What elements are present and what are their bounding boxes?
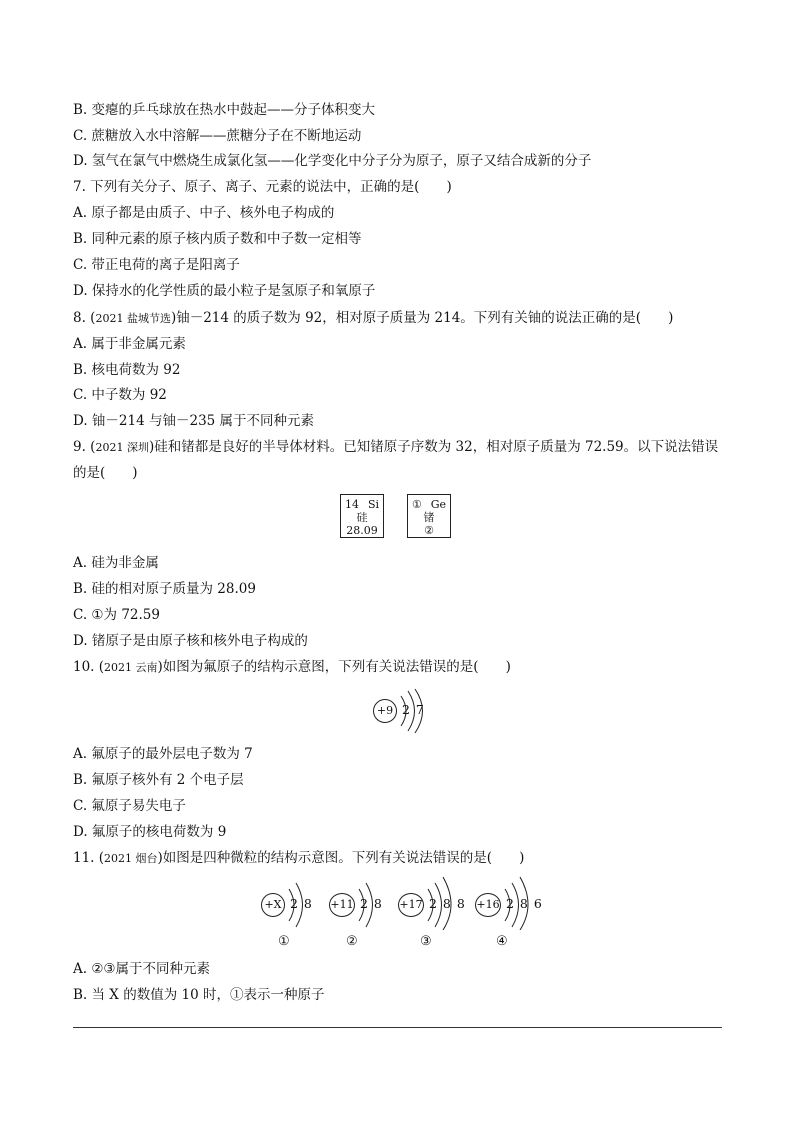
particle-2-nucleus: +11	[329, 893, 355, 917]
q8-text: )铀－214 的质子数为 92，相对原子质量为 214。下列有关铀的说法正确的是( )	[170, 310, 674, 326]
q8-option-c: C. 中子数为 92	[73, 387, 167, 403]
q7-option-c: C. 带正电荷的离子是阳离子	[73, 257, 240, 273]
q10-number: 10. (	[73, 659, 105, 675]
q8-option-b: B. 核电荷数为 92	[73, 362, 181, 378]
element-tile-germanium	[407, 494, 451, 538]
q6-option-b: B. 变瘪的乒乓球放在热水中鼓起——分子体积变大	[73, 102, 376, 118]
particle-2-label: ②	[346, 934, 358, 949]
q11-stem	[73, 849, 524, 868]
q11-option-a: A. ②③属于不同种元素	[73, 961, 211, 977]
q9-stem-cont: 的是( )	[73, 465, 138, 481]
q8-option-d: D. 铀－214 与铀－235 属于不同种元素	[73, 413, 315, 429]
q10-source: 2021 云南	[104, 661, 158, 674]
particle-1-shells: 2 8	[290, 896, 313, 911]
particle-1-nucleus: +X	[261, 893, 285, 917]
q11-source: 2021 烟台	[104, 852, 158, 865]
fluorine-nucleus: +9	[373, 699, 397, 723]
q8-option-a: A. 属于非金属元素	[73, 336, 186, 352]
q7-stem: 7. 下列有关分子、原子、离子、元素的说法中，正确的是( )	[73, 179, 452, 195]
particle-2-diagram	[328, 878, 388, 928]
q10-text: )如图为氟原子的结构示意图，下列有关说法错误的是( )	[157, 659, 511, 675]
q7-option-b: B. 同种元素的原子核内质子数和中子数一定相等	[73, 231, 362, 247]
q10-option-d: D. 氟原子的核电荷数为 9	[73, 824, 227, 840]
q7-option-d: D. 保持水的化学性质的最小粒子是氢原子和氧原子	[73, 283, 376, 299]
particle-1-label: ①	[278, 934, 290, 949]
particle-3-diagram	[397, 874, 467, 930]
q9-option-a: A. 硅为非金属	[73, 555, 159, 571]
q11-text: )如图是四种微粒的结构示意图。下列有关说法错误的是( )	[157, 850, 525, 866]
si-name: 硅	[356, 511, 368, 524]
q10-stem	[73, 658, 511, 677]
q9-option-c: C. ①为 72.59	[73, 607, 160, 623]
particle-4-label: ④	[496, 934, 508, 949]
fluorine-shell-electrons: 2 7	[402, 702, 425, 717]
q6-option-c: C. 蔗糖放入水中溶解——蔗糖分子在不断地运动	[73, 128, 362, 144]
q6-option-d: D. 氢气在氯气中燃烧生成氯化氢——化学变化中分子分为原子，原子又结合成新的分子	[73, 153, 592, 169]
si-symbol: Si	[367, 498, 379, 511]
q8-source: 2021 盐城节选	[95, 312, 171, 325]
particle-4-shells: 2 8 6	[506, 896, 543, 911]
q8-number: 8. (	[73, 310, 96, 326]
q7-option-a: A. 原子都是由质子、中子、核外电子构成的	[73, 205, 335, 221]
q9-stem	[73, 438, 718, 457]
particle-1-diagram	[260, 878, 320, 928]
q9-text: )硅和锗都是良好的半导体材料。已知锗原子序数为 32，相对原子质量为 72.59。以下说法错误	[148, 439, 719, 455]
q9-option-d: D. 锗原子是由原子核和核外电子构成的	[73, 633, 308, 649]
q10-option-a: A. 氟原子的最外层电子数为 7	[73, 746, 253, 762]
si-mass: 28.09	[346, 524, 378, 537]
ge-name: 锗	[423, 511, 435, 524]
ge-symbol: Ge	[430, 498, 446, 511]
q8-stem	[73, 309, 673, 328]
footer-divider	[73, 1027, 722, 1028]
q11-number: 11. (	[73, 850, 105, 866]
particle-3-nucleus: +17	[398, 893, 424, 917]
particle-4-diagram	[474, 874, 544, 930]
q10-option-c: C. 氟原子易失电子	[73, 798, 186, 814]
element-tile-silicon	[340, 494, 384, 538]
q10-option-b: B. 氟原子核外有 2 个电子层	[73, 772, 244, 788]
particle-2-shells: 2 8	[360, 896, 383, 911]
ge-atomic-number: ①	[412, 498, 422, 511]
q11-option-b: B. 当 X 的数值为 10 时，①表示一种原子	[73, 987, 325, 1003]
q9-number: 9. (	[73, 439, 96, 455]
fluorine-atom-diagram	[371, 688, 431, 734]
particle-3-label: ③	[420, 934, 432, 949]
si-atomic-number: 14	[345, 498, 359, 511]
particle-3-shells: 2 8 8	[429, 896, 466, 911]
ge-mass: ②	[424, 524, 434, 537]
particle-4-nucleus: +16	[475, 893, 501, 917]
q9-option-b: B. 硅的相对原子质量为 28.09	[73, 581, 256, 597]
q9-source: 2021 深圳	[95, 441, 149, 454]
